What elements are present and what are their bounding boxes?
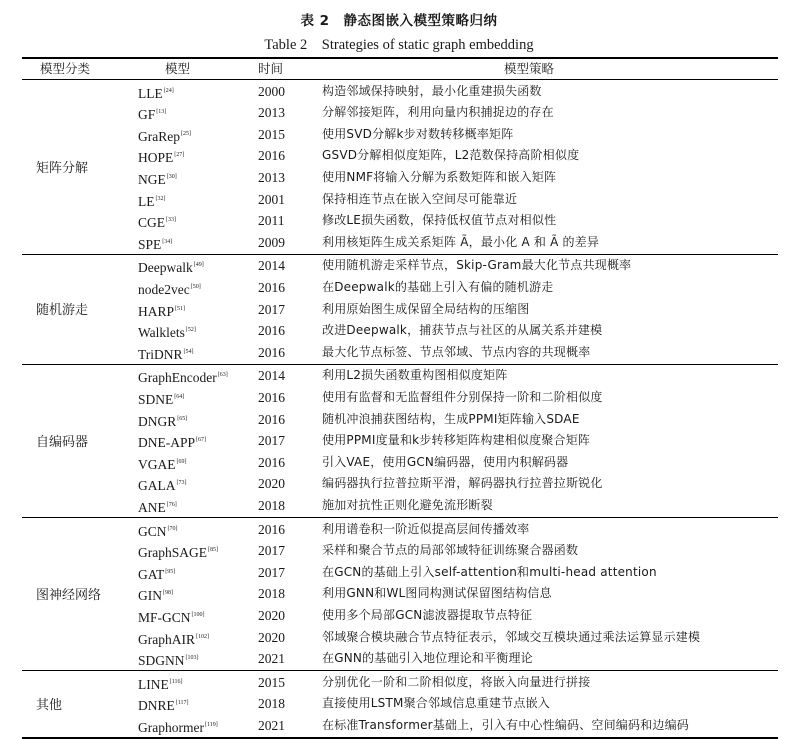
model-year: 2016: [258, 411, 285, 427]
model-strategy: GSVD分解相似度矩阵，L2范数保持高阶相似度: [322, 148, 580, 163]
model-name: [138, 409, 187, 433]
category-label: 自编码器: [36, 434, 89, 450]
model-year: 2009: [258, 234, 285, 250]
model-year: 2014: [258, 258, 285, 274]
reference-marker: [27]: [174, 152, 185, 159]
model-label: DNGR: [138, 413, 177, 429]
model-name: [138, 299, 185, 323]
reference-marker: [13]: [156, 109, 167, 116]
model-year: 2020: [258, 607, 285, 623]
header-model: 模型: [165, 61, 191, 76]
table-row: [0, 519, 798, 541]
table-row: [0, 605, 798, 627]
model-year: 2016: [258, 279, 285, 295]
model-strategy: 利用原始图生成保留全局结构的压缩图: [322, 301, 530, 316]
model-name: [138, 81, 174, 105]
model-name: [138, 583, 173, 607]
reference-marker: [49]: [193, 262, 204, 269]
reference-marker: [52]: [185, 327, 196, 334]
reference-marker: [119]: [204, 721, 218, 728]
reference-marker: [34]: [162, 238, 173, 245]
reference-marker: [30]: [166, 173, 177, 180]
model-strategy: 利用谱卷积一阶近似提高层间传播效率: [322, 521, 530, 536]
table-row: [0, 693, 798, 715]
model-year: 2017: [258, 433, 285, 449]
model-year: 2016: [258, 344, 285, 360]
model-label: node2vec: [138, 281, 190, 297]
reference-marker: [24]: [163, 87, 174, 94]
model-label: SDGNN: [138, 653, 185, 669]
model-label: GF: [138, 107, 156, 123]
reference-marker: [85]: [208, 547, 218, 554]
table-row: [0, 102, 798, 124]
model-label: LE: [138, 193, 155, 209]
model-year: 2016: [258, 323, 285, 339]
model-strategy: 编码器执行拉普拉斯平滑，解码器执行拉普拉斯锐化: [322, 476, 603, 491]
reference-marker: [95]: [165, 568, 176, 575]
reference-marker: [102]: [196, 633, 209, 640]
model-strategy: 修改LE损失函数，保持低权值节点对相似性: [322, 213, 557, 228]
model-name: [138, 562, 175, 586]
model-year: 2021: [258, 717, 285, 733]
model-name: [138, 387, 184, 411]
table-row: [0, 452, 798, 474]
model-strategy: 在GNN的基础引入地位理论和平衡理论: [322, 651, 533, 666]
table-row: [0, 342, 798, 364]
model-strategy: 施加对抗性正则化避免流形断裂: [322, 497, 493, 512]
model-name: [138, 167, 177, 191]
table-row: [0, 232, 798, 254]
reference-marker: [103]: [185, 655, 199, 662]
model-label: LINE: [138, 676, 169, 692]
model-year: 2015: [258, 674, 285, 690]
model-label: GraphAIR: [138, 631, 195, 647]
model-label: GraRep: [138, 128, 180, 144]
model-strategy: 在标准Transformer基础上，引入有中心性编码、空间编码和边编码: [322, 717, 690, 732]
reference-marker: [51]: [175, 305, 186, 312]
model-label: VGAE: [138, 456, 176, 472]
table-row: [0, 583, 798, 605]
table-title-cn: 表 2 静态图嵌入模型策略归纳: [300, 13, 498, 29]
model-year: 2016: [258, 389, 285, 405]
bottom-rule: [22, 737, 778, 739]
model-label: LLE: [138, 85, 163, 101]
model-label: Graphormer: [138, 719, 204, 735]
table-row: [0, 81, 798, 103]
model-strategy: 使用有监督和无监督组件分别保持一阶和二阶相似度: [322, 389, 603, 404]
table-row: [0, 715, 798, 737]
model-name: [138, 605, 205, 629]
model-name: [138, 519, 178, 543]
model-label: GraphEncoder: [138, 370, 217, 386]
model-year: 2020: [258, 629, 285, 645]
model-year: 2017: [258, 543, 285, 559]
reference-marker: [54]: [183, 348, 194, 355]
model-name: [138, 473, 187, 497]
model-strategy: 使用PPMI度量和k步转移矩阵构建相似度聚合矩阵: [322, 433, 591, 448]
table-row: [0, 495, 798, 517]
model-label: DNE-APP: [138, 435, 196, 451]
reference-marker: [69]: [176, 458, 187, 465]
model-label: SDNE: [138, 391, 174, 407]
model-year: 2001: [258, 191, 285, 207]
table-row: [0, 320, 798, 342]
table-row: [0, 210, 798, 232]
model-name: [138, 342, 194, 366]
model-name: [138, 102, 166, 126]
model-strategy: 采样和聚合节点的局部邻域特征训练聚合器函数: [322, 543, 579, 558]
model-name: [138, 672, 183, 696]
model-strategy: 使用随机游走采样节点，Skip-Gram最大化节点共现概率: [322, 258, 632, 273]
table-row: [0, 430, 798, 452]
model-year: 2018: [258, 497, 285, 513]
model-name: [138, 452, 187, 476]
reference-marker: [76]: [166, 501, 177, 508]
reference-marker: [50]: [190, 283, 201, 290]
model-name: [138, 277, 201, 301]
model-year: 2013: [258, 169, 285, 185]
table-row: [0, 124, 798, 146]
reference-marker: [70]: [167, 525, 178, 532]
model-strategy: 使用多个局部GCN滤波器提取节点特征: [322, 607, 533, 622]
model-year: 2021: [258, 651, 285, 667]
table-row: [0, 627, 798, 649]
model-strategy: 改进Deepwalk，捕获节点与社区的从属关系并建模: [322, 323, 603, 338]
model-year: 2015: [258, 126, 285, 142]
model-label: SPE: [138, 236, 162, 252]
table-row: [0, 473, 798, 495]
table-row: [0, 145, 798, 167]
table-row: [0, 365, 798, 387]
model-strategy: 随机冲浪捕获图结构，生成PPMI矩阵输入SDAE: [322, 411, 580, 426]
model-strategy: 利用GNN和WL图同构测试保留图结构信息: [322, 586, 552, 601]
model-name: [138, 365, 228, 389]
model-label: ANE: [138, 499, 166, 515]
model-year: 2016: [258, 148, 285, 164]
model-name: [138, 430, 206, 454]
model-name: [138, 540, 218, 564]
table-row: [0, 562, 798, 584]
table-title-en: Table 2 Strategies of static graph embedding: [264, 37, 534, 53]
model-name: [138, 693, 189, 717]
model-name: [138, 189, 166, 213]
table-row: [0, 277, 798, 299]
model-year: 2020: [258, 476, 285, 492]
model-year: 2016: [258, 521, 285, 537]
table-row: [0, 409, 798, 431]
model-label: GCN: [138, 523, 167, 539]
model-label: HOPE: [138, 150, 174, 166]
model-strategy: 利用L2损失函数重构图相似度矩阵: [322, 368, 508, 383]
model-label: GraphSAGE: [138, 545, 207, 561]
model-label: NGE: [138, 171, 166, 187]
model-strategy: 分解邻接矩阵，利用向量内积捕捉边的存在: [322, 105, 554, 120]
table-row: [0, 189, 798, 211]
reference-marker: [116]: [169, 678, 183, 685]
reference-marker: [67]: [196, 437, 207, 444]
table-row: [0, 299, 798, 321]
header-category: 模型分类: [40, 61, 91, 76]
model-year: 2013: [258, 105, 285, 121]
model-name: [138, 124, 191, 148]
header-strategy: 模型策略: [504, 61, 555, 76]
model-strategy: 保持相连节点在嵌入空间尽可能靠近: [322, 191, 518, 206]
top-rule: [22, 57, 778, 59]
reference-marker: [117]: [175, 700, 189, 707]
model-label: TriDNR: [138, 346, 183, 362]
model-strategy: 邻域聚合模块融合节点特征表示，邻域交互模块通过乘法运算显示建模: [322, 629, 701, 644]
model-strategy: 最大化节点标签、节点邻域、节点内容的共现概率: [322, 344, 591, 359]
table-row: [0, 387, 798, 409]
model-name: [138, 627, 209, 651]
model-year: 2014: [258, 368, 285, 384]
table-row: [0, 255, 798, 277]
model-year: 2018: [258, 696, 285, 712]
model-year: 2017: [258, 301, 285, 317]
category-label: 其他: [36, 698, 63, 714]
model-strategy: 引入VAE，使用GCN编码器，使用内积解码器: [322, 454, 569, 469]
model-strategy: 直接使用LSTM聚合邻域信息重建节点嵌入: [322, 696, 550, 711]
table-row: [0, 672, 798, 694]
model-name: [138, 320, 196, 344]
model-strategy: 在GCN的基础上引入self-attention和multi-head attention: [322, 564, 657, 579]
model-year: 2000: [258, 83, 285, 99]
category-label: 随机游走: [36, 303, 89, 319]
table-row: [0, 540, 798, 562]
reference-marker: [33]: [166, 217, 176, 224]
reference-marker: [64]: [174, 393, 185, 400]
model-name: [138, 145, 184, 169]
header-time: 时间: [258, 61, 284, 76]
model-strategy: 构造邻域保持映射，最小化重建损失函数: [322, 83, 542, 98]
reference-marker: [65]: [177, 415, 188, 422]
model-label: GALA: [138, 478, 176, 494]
model-name: [138, 648, 199, 672]
reference-marker: [25]: [180, 130, 191, 137]
model-label: GAT: [138, 566, 165, 582]
model-label: HARP: [138, 303, 175, 319]
model-year: 2018: [258, 586, 285, 602]
model-name: [138, 495, 177, 519]
model-strategy: 使用NMF将输入分解为系数矩阵和嵌入矩阵: [322, 169, 557, 184]
model-name: [138, 210, 176, 234]
model-label: DNRE: [138, 698, 175, 714]
category-label: 图神经网络: [36, 588, 102, 604]
model-strategy: 在Deepwalk的基础上引入有偏的随机游走: [322, 279, 554, 294]
table-row: [0, 167, 798, 189]
model-name: [138, 232, 172, 256]
table-row: [0, 648, 798, 670]
category-label: 矩阵分解: [36, 160, 89, 176]
reference-marker: [98]: [163, 590, 173, 597]
model-strategy: 利用核矩阵生成关系矩阵 Ã，最小化 A 和 Ã 的差异: [322, 234, 600, 249]
model-strategy: 使用SVD分解k步对数转移概率矩阵: [322, 126, 514, 141]
reference-marker: [63]: [217, 372, 228, 379]
model-year: 2011: [258, 213, 285, 229]
reference-marker: [100]: [191, 611, 205, 618]
model-name: [138, 255, 204, 279]
model-year: 2017: [258, 564, 285, 580]
model-label: CGE: [138, 215, 165, 231]
model-name: [138, 715, 218, 739]
model-label: Walklets: [138, 325, 185, 341]
reference-marker: [73]: [176, 480, 187, 487]
reference-marker: [32]: [155, 195, 166, 202]
model-label: GIN: [138, 588, 162, 604]
model-label: MF-GCN: [138, 609, 191, 625]
model-strategy: 分别优化一阶和二阶相似度，将嵌入向量进行拼接: [322, 674, 591, 689]
model-label: Deepwalk: [138, 260, 193, 276]
model-year: 2016: [258, 454, 285, 470]
